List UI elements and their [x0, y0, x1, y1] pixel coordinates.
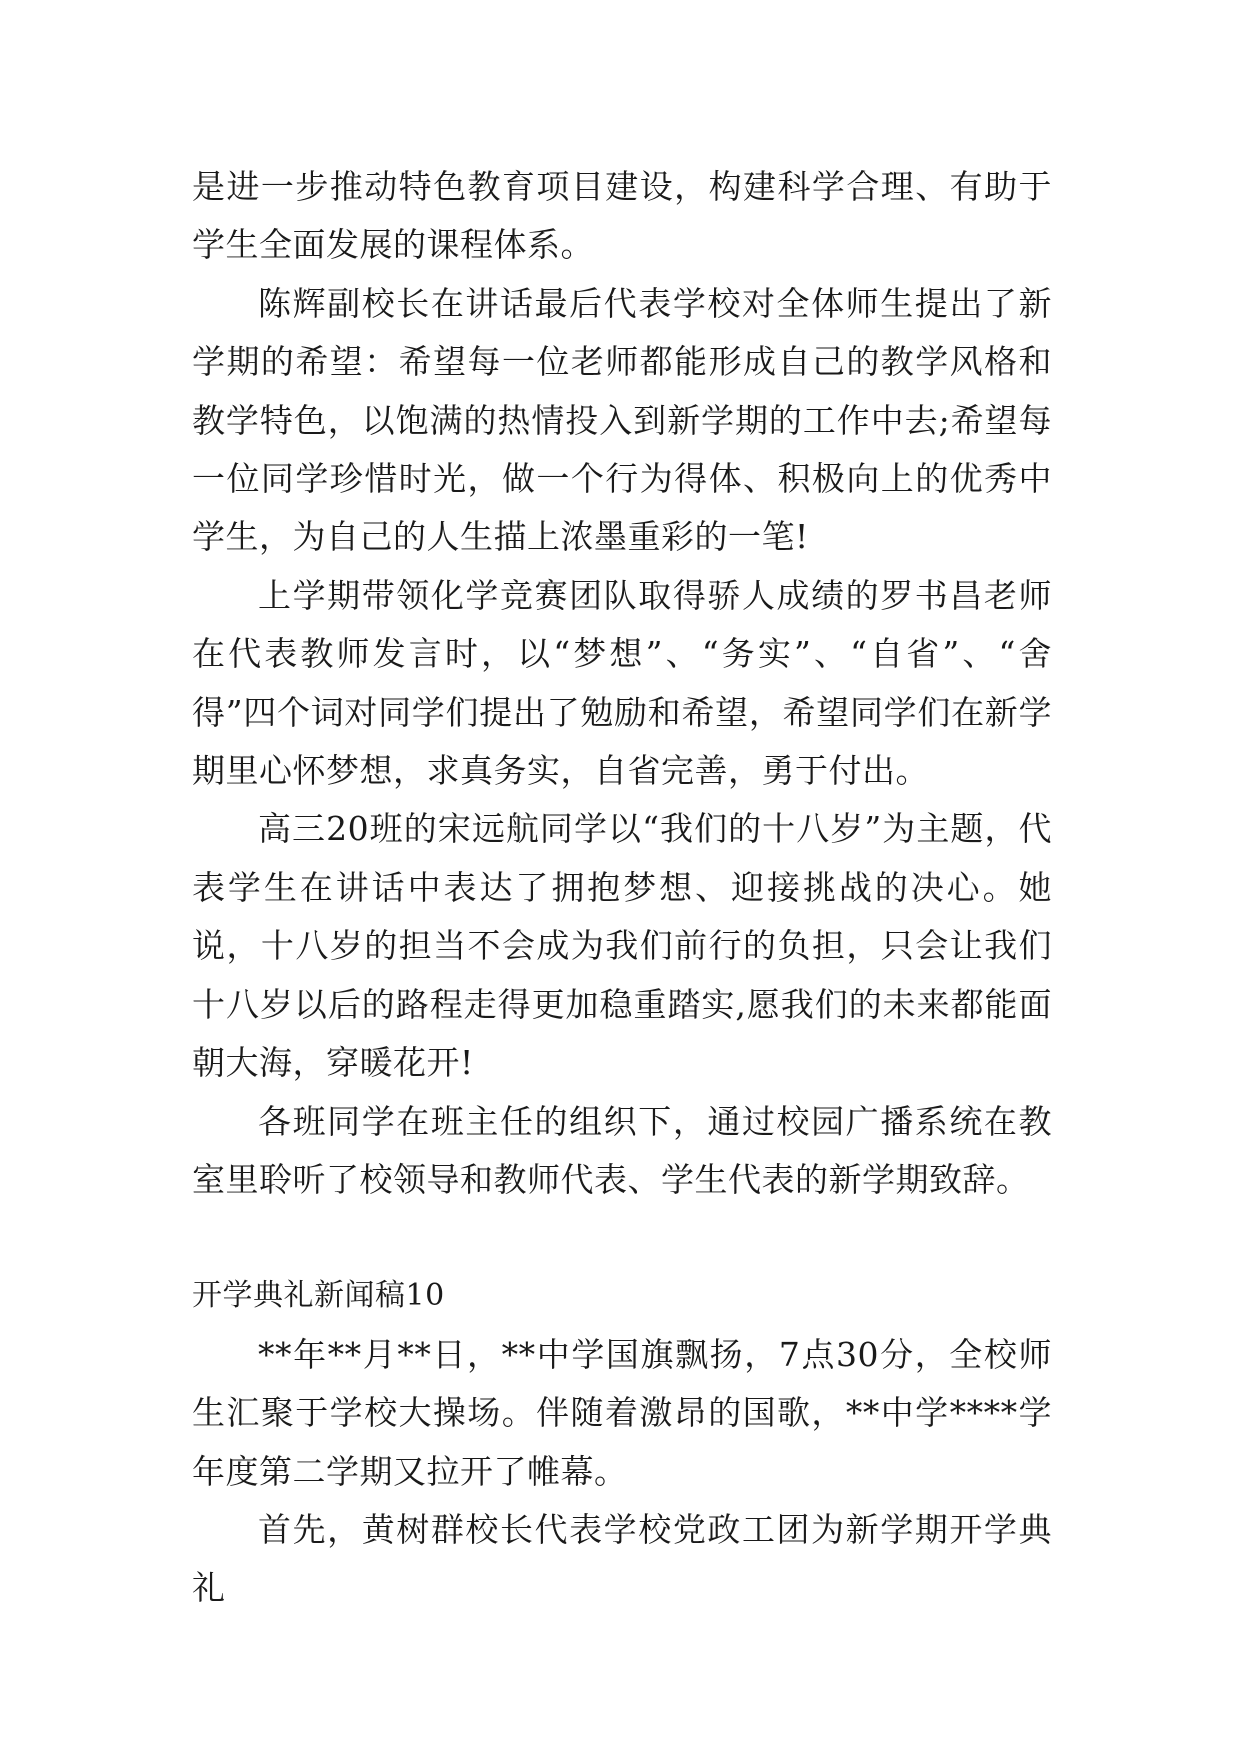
document-body: [192, 158, 1052, 1618]
paragraph: **年**月**日，**中学国旗飘扬，7点30分，全校师生汇聚于学校大操场。伴随着激昂的国歌，**中学****学年度第二学期又拉开了帷幕。: [192, 1334, 1052, 1491]
paragraph: 是进一步推动特色教育项目建设，构建科学合理、有助于学生全面发展的课程体系。: [192, 167, 1052, 265]
paragraph: 陈辉副校长在讲话最后代表学校对全体师生提出了新学期的希望：希望每一位老师都能形成自己的教学风格和教学特色，以饱满的热情投入到新学期的工作中去;希望每一位同学珍惜时光，做一个行为得体、积极向上的优秀中学生，为自己的人生描上浓墨重彩的一笔!: [192, 283, 1052, 557]
paragraph: 高三20班的宋远航同学以“我们的十八岁”为主题，代表学生在讲话中表达了拥抱梦想、迎接挑战的决心。她说，十八岁的担当不会成为我们前行的负担，只会让我们十八岁以后的路程走得更加稳重踏实,愿我们的未来都能面朝大海，穿暖花开!: [192, 809, 1052, 1083]
paragraph: 首先，黄树群校长代表学校党政工团为新学期开学典礼: [192, 1509, 1052, 1608]
section-heading: 开学典礼新闻稿10: [192, 1278, 445, 1314]
paragraph: 各班同学在班主任的组织下，通过校园广播系统在教室里聆听了校领导和教师代表、学生代表的新学期致辞。: [192, 1101, 1052, 1199]
section-spacer: [192, 1209, 1052, 1267]
paragraph: 上学期带领化学竞赛团队取得骄人成绩的罗书昌老师在代表教师发言时，以“梦想”、“务实”、“自省”、“舍得”四个词对同学们提出了勉励和希望，希望同学们在新学期里心怀梦想，求真务实，自省完善，勇于付出。: [192, 575, 1052, 791]
